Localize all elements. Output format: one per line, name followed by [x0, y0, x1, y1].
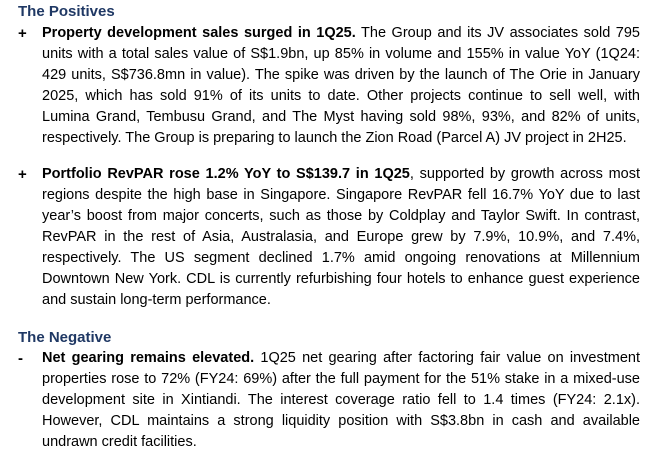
plus-marker: +: [18, 25, 27, 42]
positive-item-body: , supported by growth across most regions despite the high base in Singapore. Singapore RevPAR fell 16.7% YoY due to last year’s boost from major concerts, such as those by Coldplay and Taylor Swift. In contrast, RevPAR in the rest of Asia, Australasia, and Europe grew by 7.9%, 10.9%, and 7.4%, respectively. The US segment declined 1.7% amid ongoing renovations at Millennium Downtown New York. CDL is currently refurbishing four hotels to enhance guest experience and sustain long-term performance.: [42, 166, 640, 308]
minus-marker: -: [18, 350, 23, 367]
positive-item-revpar: [18, 164, 640, 311]
positive-item-headline: Property development sales surged in 1Q25.: [42, 25, 356, 41]
plus-marker: +: [18, 166, 27, 183]
negatives-heading: The Negative: [18, 329, 112, 346]
negative-item-text: [42, 348, 640, 453]
positive-item-text: [42, 23, 640, 149]
positive-item-sales: [18, 23, 640, 149]
positive-item-body: The Group and its JV associates sold 795 units with a total sales value of S$1.9bn, up 85% in volume and 155% in value YoY (1Q24: 429 units, S$736.8mn in value). The spike was driven by the launch of The Orie in January 2025, which has sold 91% of its units to date. Other projects continue to sell well, with Lumina Grand, Tembusu Grand, and The Myst having sold 98%, 93%, and 82% of units, respectively. The Group is preparing to launch the Zion Road (Parcel A) JV project in 2H25.: [42, 25, 640, 146]
negative-item-gearing: [18, 348, 640, 453]
negative-item-headline: Net gearing remains elevated.: [42, 350, 255, 366]
positives-heading: The Positives: [18, 3, 115, 20]
positive-item-text: [42, 164, 640, 311]
positive-item-headline: Portfolio RevPAR rose 1.2% YoY to S$139.7 in 1Q25: [42, 166, 410, 182]
negative-item-body: 1Q25 net gearing after factoring fair value on investment properties rose to 72% (FY24: 69%) after the full payment for the 51% stake in a mixed-use development site in Xintiandi. The interest coverage ratio fell to 1.4 times (FY24: 2.1x). However, CDL maintains a strong liquidity position with S$3.8bn in cash and available undrawn credit facilities.: [42, 350, 640, 450]
